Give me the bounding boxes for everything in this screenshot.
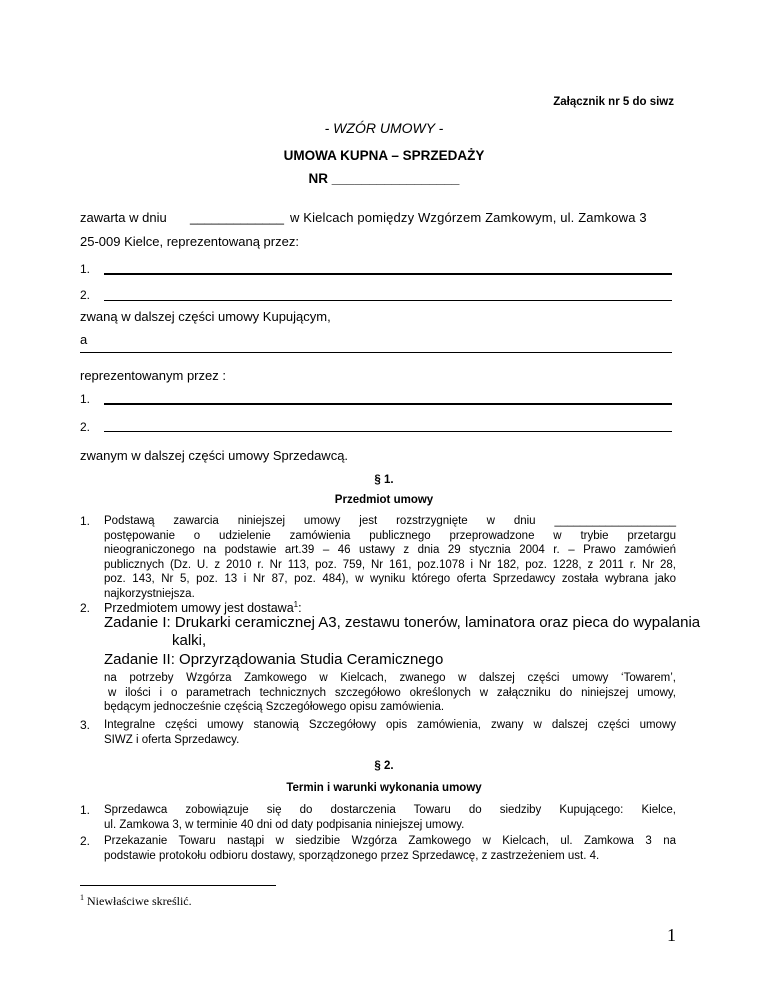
s2-item-2-number: 2. [80,834,91,848]
s2-item-2-text [104,834,676,863]
s1-item-3-line: SIWZ i oferta Sprzedawcy. [104,733,240,746]
s1-item-3-number: 3. [80,718,91,732]
document-title: UMOWA KUPNA – SPRZEDAŻY [283,148,485,163]
task-2: Zadanie II: Oprzyrządowania Studia Ceramicznego [104,651,444,668]
s2-item-1-line: ul. Zamkowa 3, w terminie 40 dni od daty podpisania niniejszej umowy. [104,818,465,831]
s2-item-1-text [104,803,676,832]
footnote-ref: 1 [293,600,299,609]
s1-item-1-number: 1. [80,514,91,528]
s1-item-2-number: 2. [80,601,91,615]
footnote [80,893,192,909]
seller-label: zwanym w dalszej części umowy Sprzedawcą. [80,448,349,463]
representative-2-line [104,300,672,301]
s1-item-3-line: Integralne części umowy stanowią Szczegółowy opis zamówienia, zwany w dalszej części umowy [104,719,676,731]
task-1-line-2: kalki, [172,632,207,649]
and-label: a [80,332,88,347]
s1-item-2-intro [104,600,302,615]
s1-item-1-line: Podstawą zawarcia niniejszej umowy jest rozstrzygnięte w dniu ___________________ [104,515,676,527]
s1-item-1-line: nieograniczonego na podstawie art.39 – 46 ustawy z dnia 29 stycznia 2004 r. – Prawo zamówień [104,544,676,557]
s1-item-1-line: poz. 143, Nr 5, poz. 13 i Nr 87, poz. 484), w wyniku którego oferta Sprzedawcy została wybrana jako [104,573,676,586]
s1-item-3-text [104,718,676,747]
footnote-separator [80,885,276,886]
representative-2-number: 2. [80,288,91,302]
s1-item-2-colon: : [298,601,302,616]
footnote-number: 1 [80,893,84,902]
template-label: - WZÓR UMOWY - [324,120,444,136]
page-number: 1 [667,925,676,945]
representative-3-line [104,403,672,405]
section-2-heading: Termin i warunki wykonania umowy [286,782,482,794]
section-1-heading: Przedmiot umowy [334,494,434,506]
s1-item-1-line: publicznych (Dz. U. z 2010 r. Nr 113, poz. 759, Nr 161, poz.1078 i Nr 182, poz. 1228, z 2011 r. Nr 28, [104,558,676,571]
s1-item-2-text: Przedmiotem umowy jest dostawa [104,601,294,616]
representative-4-number: 2. [80,420,91,434]
s2-item-1-line: Sprzedawca zobowiązuje się do dostarczenia Towaru do siedziby Kupującego: Kielce, [104,804,676,816]
buyer-label: zwaną w dalszej części umowy Kupującym, [80,309,331,324]
intro-address: 25-009 Kielce, reprezentowaną przez: [80,234,299,249]
footnote-text: Niewłaściwe skreślić. [87,894,192,908]
s2-item-1-number: 1. [80,803,91,817]
s1-item-2-line: w ilości i o parametrach technicznych szczegółowo określonych w załączniku do niniejszej umowy, [108,686,676,699]
represented-by-label: reprezentowanym przez : [80,368,226,383]
attachment-label: Załącznik nr 5 do siwz [553,96,674,108]
intro-date-blank: _____________ [190,210,284,225]
s1-item-2-line: będącym jednocześnie częścią Szczegółowego opisu zamówienia. [104,701,445,714]
contract-number: NR _________________ [308,171,460,186]
s1-item-2-line: na potrzeby Wzgórza Zamkowego w Kielcach, zwanego w dalszej części umowy ‘Towarem’, [104,672,676,684]
representative-1-line [104,273,672,275]
task-1-line-1: Zadanie I: Drukarki ceramicznej A3, zestawu tonerów, laminatora oraz pieca do wypalania [104,614,701,631]
s1-item-1-text [104,514,676,602]
s2-item-2-line: Przekazanie Towaru nastąpi w siedzibie Wzgórza Zamkowego w Kielcach, ul. Zamkowa 3 na [104,835,676,847]
s1-item-2-text [104,671,676,715]
seller-name-line [80,352,672,353]
s1-item-1-line: postępowanie o udzielenie zamówienia publicznego przeprowadzone w trybie przetargu [104,529,676,542]
representative-1-number: 1. [80,262,91,276]
representative-3-number: 1. [80,392,91,406]
intro-place: w Kielcach pomiędzy Wzgórzem Zamkowym, ul. Zamkowa 3 [290,210,647,225]
representative-4-line [104,431,672,432]
intro-date-label: zawarta w dniu [80,210,167,225]
section-2-sign: § 2. [374,760,394,772]
s1-item-1-line: najkorzystniejsza. [104,587,195,600]
section-1-sign: § 1. [374,474,394,486]
s2-item-2-line: podstawie protokołu odbioru dostawy, sporządzonego przez Sprzedawcę, z zastrzeżeniem ust. 4. [104,849,600,862]
